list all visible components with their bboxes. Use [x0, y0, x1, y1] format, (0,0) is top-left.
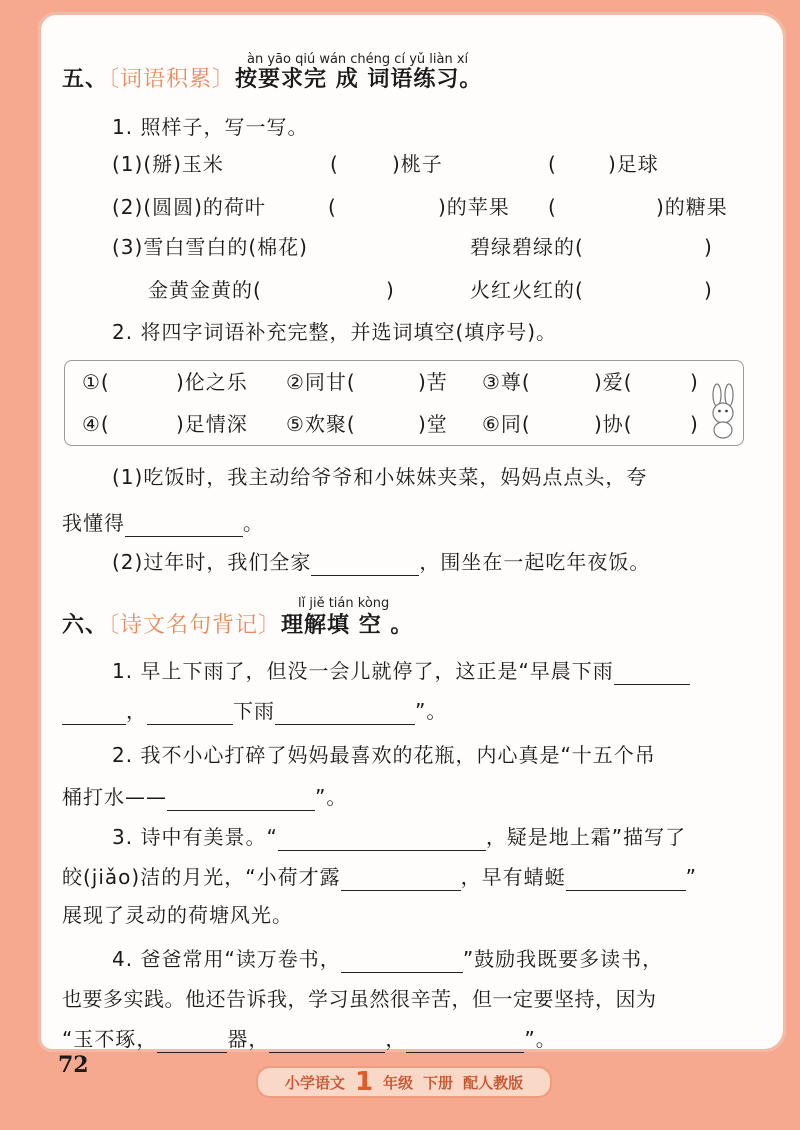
s6-tag: 〔诗文名句背记〕 — [108, 613, 282, 638]
s6-q4d: “玉不琢， — [62, 1027, 158, 1051]
page-number: 72 — [58, 1052, 89, 1078]
s6-q4g: ”。 — [524, 1027, 557, 1051]
footer-badge — [256, 1066, 552, 1098]
s5-q1-r1e: )足球 — [608, 152, 659, 176]
footer-term: 下册 — [423, 1073, 454, 1092]
s5-title: 按要求完 成 词语练习。 — [235, 67, 483, 92]
s5-q1-r3b: 碧绿碧绿的( — [470, 235, 584, 259]
s6-q2-line2 — [62, 783, 347, 811]
blank-line[interactable] — [167, 788, 315, 811]
s5-q1-r2c: )的苹果 — [438, 195, 510, 219]
blank-line[interactable] — [147, 702, 233, 725]
footer-subject: 小学语文 — [284, 1073, 345, 1092]
s5-q2-label: 2. 将四字词语补充完整，并选词填空(填序号)。 — [112, 320, 558, 344]
word-1-close: )伦之乐 — [176, 370, 248, 394]
word-6-open: ⑥同( — [482, 412, 531, 436]
s6-q4e: 器， — [227, 1027, 270, 1051]
word-3-close: ) — [690, 370, 699, 394]
s5-q1-r4c: 火红火红的( — [470, 278, 584, 302]
s6-q3a: 3. 诗中有美景。“ — [112, 825, 278, 849]
word-6-close: ) — [690, 412, 699, 436]
s6-q1c: 下雨 — [233, 699, 275, 723]
s6-q1-line1 — [112, 657, 690, 685]
s5-q1-r2d: ( — [548, 195, 557, 219]
s6-q2c: ”。 — [315, 785, 348, 809]
word-4-open: ④( — [82, 412, 110, 436]
s5-q1-r2e: )的糖果 — [656, 195, 728, 219]
word-bank-box — [64, 360, 744, 446]
blank-line[interactable] — [614, 662, 690, 685]
s6-title: 理解填 空 。 — [281, 613, 414, 638]
s5-num: 五、 — [62, 67, 109, 92]
s5-q1-r1a: (1)(掰)玉米 — [112, 152, 224, 176]
s6-q3f: 展现了灵动的荷塘风光。 — [62, 903, 293, 927]
s5-pinyin: àn yāo qiú wán chéng cí yǔ liàn xí — [247, 52, 469, 67]
s5-q1-label: 1. 照样子，写一写。 — [112, 115, 309, 139]
s5-q2-s2a: (2)过年时，我们全家 — [112, 550, 312, 574]
s6-q2b: 桶打水—— — [62, 785, 167, 809]
s6-q4a: 4. 爸爸常用“读万卷书， — [112, 947, 341, 971]
footer-edition: 配人教版 — [463, 1073, 524, 1092]
blank-line[interactable] — [269, 1030, 385, 1053]
s5-q1-r2a: (2)(圆圆)的荷叶 — [112, 195, 266, 219]
blank-line[interactable] — [311, 553, 419, 576]
s6-q3e: ” — [685, 865, 697, 889]
blank-line[interactable] — [406, 1030, 524, 1053]
s6-q1b: ， — [126, 699, 147, 723]
word-5-close: )堂 — [418, 412, 448, 436]
word-6-mid: )协( — [594, 412, 633, 436]
word-5-open: ⑤欢聚( — [286, 412, 356, 436]
s6-q3c: 皎(jiǎo)洁的月光，“小荷才露 — [62, 865, 341, 889]
s6-q4-line1 — [112, 945, 663, 973]
s6-q2a: 2. 我不小心打碎了妈妈最喜欢的花瓶，内心真是“十五个吊 — [112, 743, 656, 767]
blank-line[interactable] — [157, 1030, 227, 1053]
blank-line[interactable] — [125, 514, 243, 537]
word-3-open: ③尊( — [482, 370, 531, 394]
s6-q3d: ，早有蜻蜓 — [460, 865, 566, 889]
blank-line[interactable] — [566, 868, 686, 891]
s5-q1-r1d: ( — [548, 152, 557, 176]
s6-pinyin: lǐ jiě tián kòng — [298, 596, 390, 611]
s6-q1d: ”。 — [415, 699, 448, 723]
s6-q4c: 也要多实践。他还告诉我，学习虽然很辛苦，但一定要坚持，因为 — [62, 987, 657, 1011]
s5-q2-s2-line — [112, 548, 650, 576]
blank-line[interactable] — [278, 828, 486, 851]
s5-q1-r1c: )桃子 — [392, 152, 443, 176]
section-5-heading — [62, 66, 482, 94]
blank-line[interactable] — [341, 950, 463, 973]
blank-line[interactable] — [275, 702, 415, 725]
s5-q1-r3a: (3)雪白雪白的(棉花) — [112, 235, 308, 259]
s6-q4b: ”鼓励我既要多读书， — [462, 947, 664, 971]
blank-line[interactable] — [62, 702, 126, 725]
s5-q1-r2b: ( — [328, 195, 337, 219]
s5-q1-r4a: 金黄金黄的( — [148, 278, 262, 302]
s5-q1-r1b: ( — [330, 152, 339, 176]
word-2-close: )苦 — [418, 370, 448, 394]
bunny-icon — [704, 383, 744, 439]
s6-q3b: ，疑是地上霜”描写了 — [485, 825, 687, 849]
word-3-mid: )爱( — [594, 370, 633, 394]
s6-q1a: 1. 早上下雨了，但没一会儿就停了，这正是“早晨下雨 — [112, 659, 614, 683]
s5-tag: 〔词语积累〕 — [108, 67, 236, 92]
s6-q3-line2 — [62, 863, 697, 891]
word-4-close: )足情深 — [176, 412, 248, 436]
s5-q2-s1a: (1)吃饭时，我主动给爷爷和小妹妹夹菜，妈妈点点头，夸 — [112, 465, 648, 489]
s6-q4f: ， — [385, 1027, 407, 1051]
s6-q3-line1 — [112, 823, 686, 851]
s6-q1-line2 — [62, 697, 447, 725]
footer-grade: 1 — [354, 1067, 374, 1097]
s5-q1-r3c: ) — [704, 235, 713, 259]
footer-grade-unit: 年级 — [383, 1073, 414, 1092]
word-1-open: ①( — [82, 370, 110, 394]
s5-q2-s2b: ，围坐在一起吃年夜饭。 — [419, 550, 651, 574]
blank-line[interactable] — [341, 868, 461, 891]
s5-q2-s1c: 。 — [243, 511, 264, 535]
s5-q2-s1-line — [62, 509, 264, 537]
s6-num: 六、 — [62, 613, 109, 638]
s6-q4-line3 — [62, 1025, 557, 1053]
s5-q1-r4b: ) — [386, 278, 395, 302]
word-2-open: ②同甘( — [286, 370, 356, 394]
section-6-heading — [62, 612, 413, 640]
s5-q2-s1b: 我懂得 — [62, 511, 125, 535]
s5-q1-r4d: ) — [704, 278, 713, 302]
